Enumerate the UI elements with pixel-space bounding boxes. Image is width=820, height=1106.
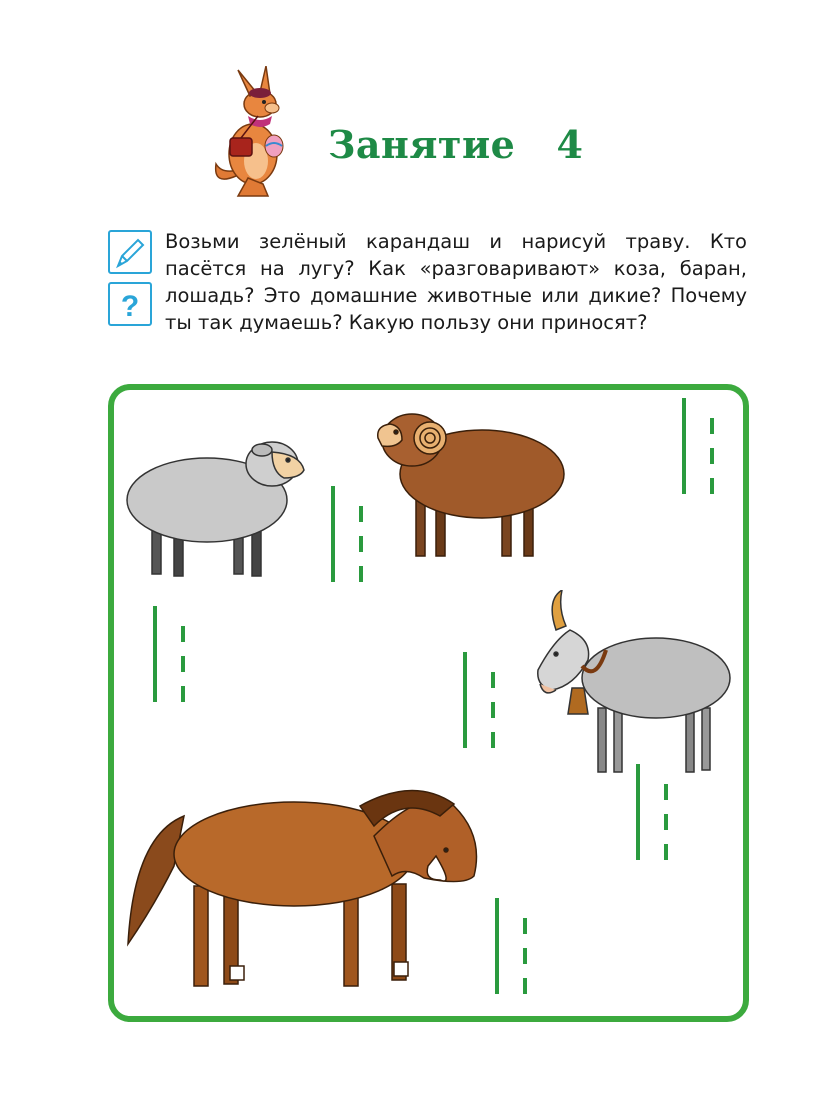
task-text: Возьми зелёный карандаш и нарисуй траву. Кто пасётся на лугу? Как «разговаривают» коза, баран, лошадь? Это домашние животные или дикие? Почему ты так думаешь? Какую пользу они приносят? — [165, 230, 747, 334]
lesson-title: Занятие 4 — [328, 122, 584, 167]
ram-illustration — [374, 400, 574, 569]
sheep-illustration — [122, 422, 312, 591]
horse-illustration — [124, 776, 504, 1000]
svg-text:?: ? — [120, 290, 140, 323]
goat-illustration — [526, 590, 736, 784]
